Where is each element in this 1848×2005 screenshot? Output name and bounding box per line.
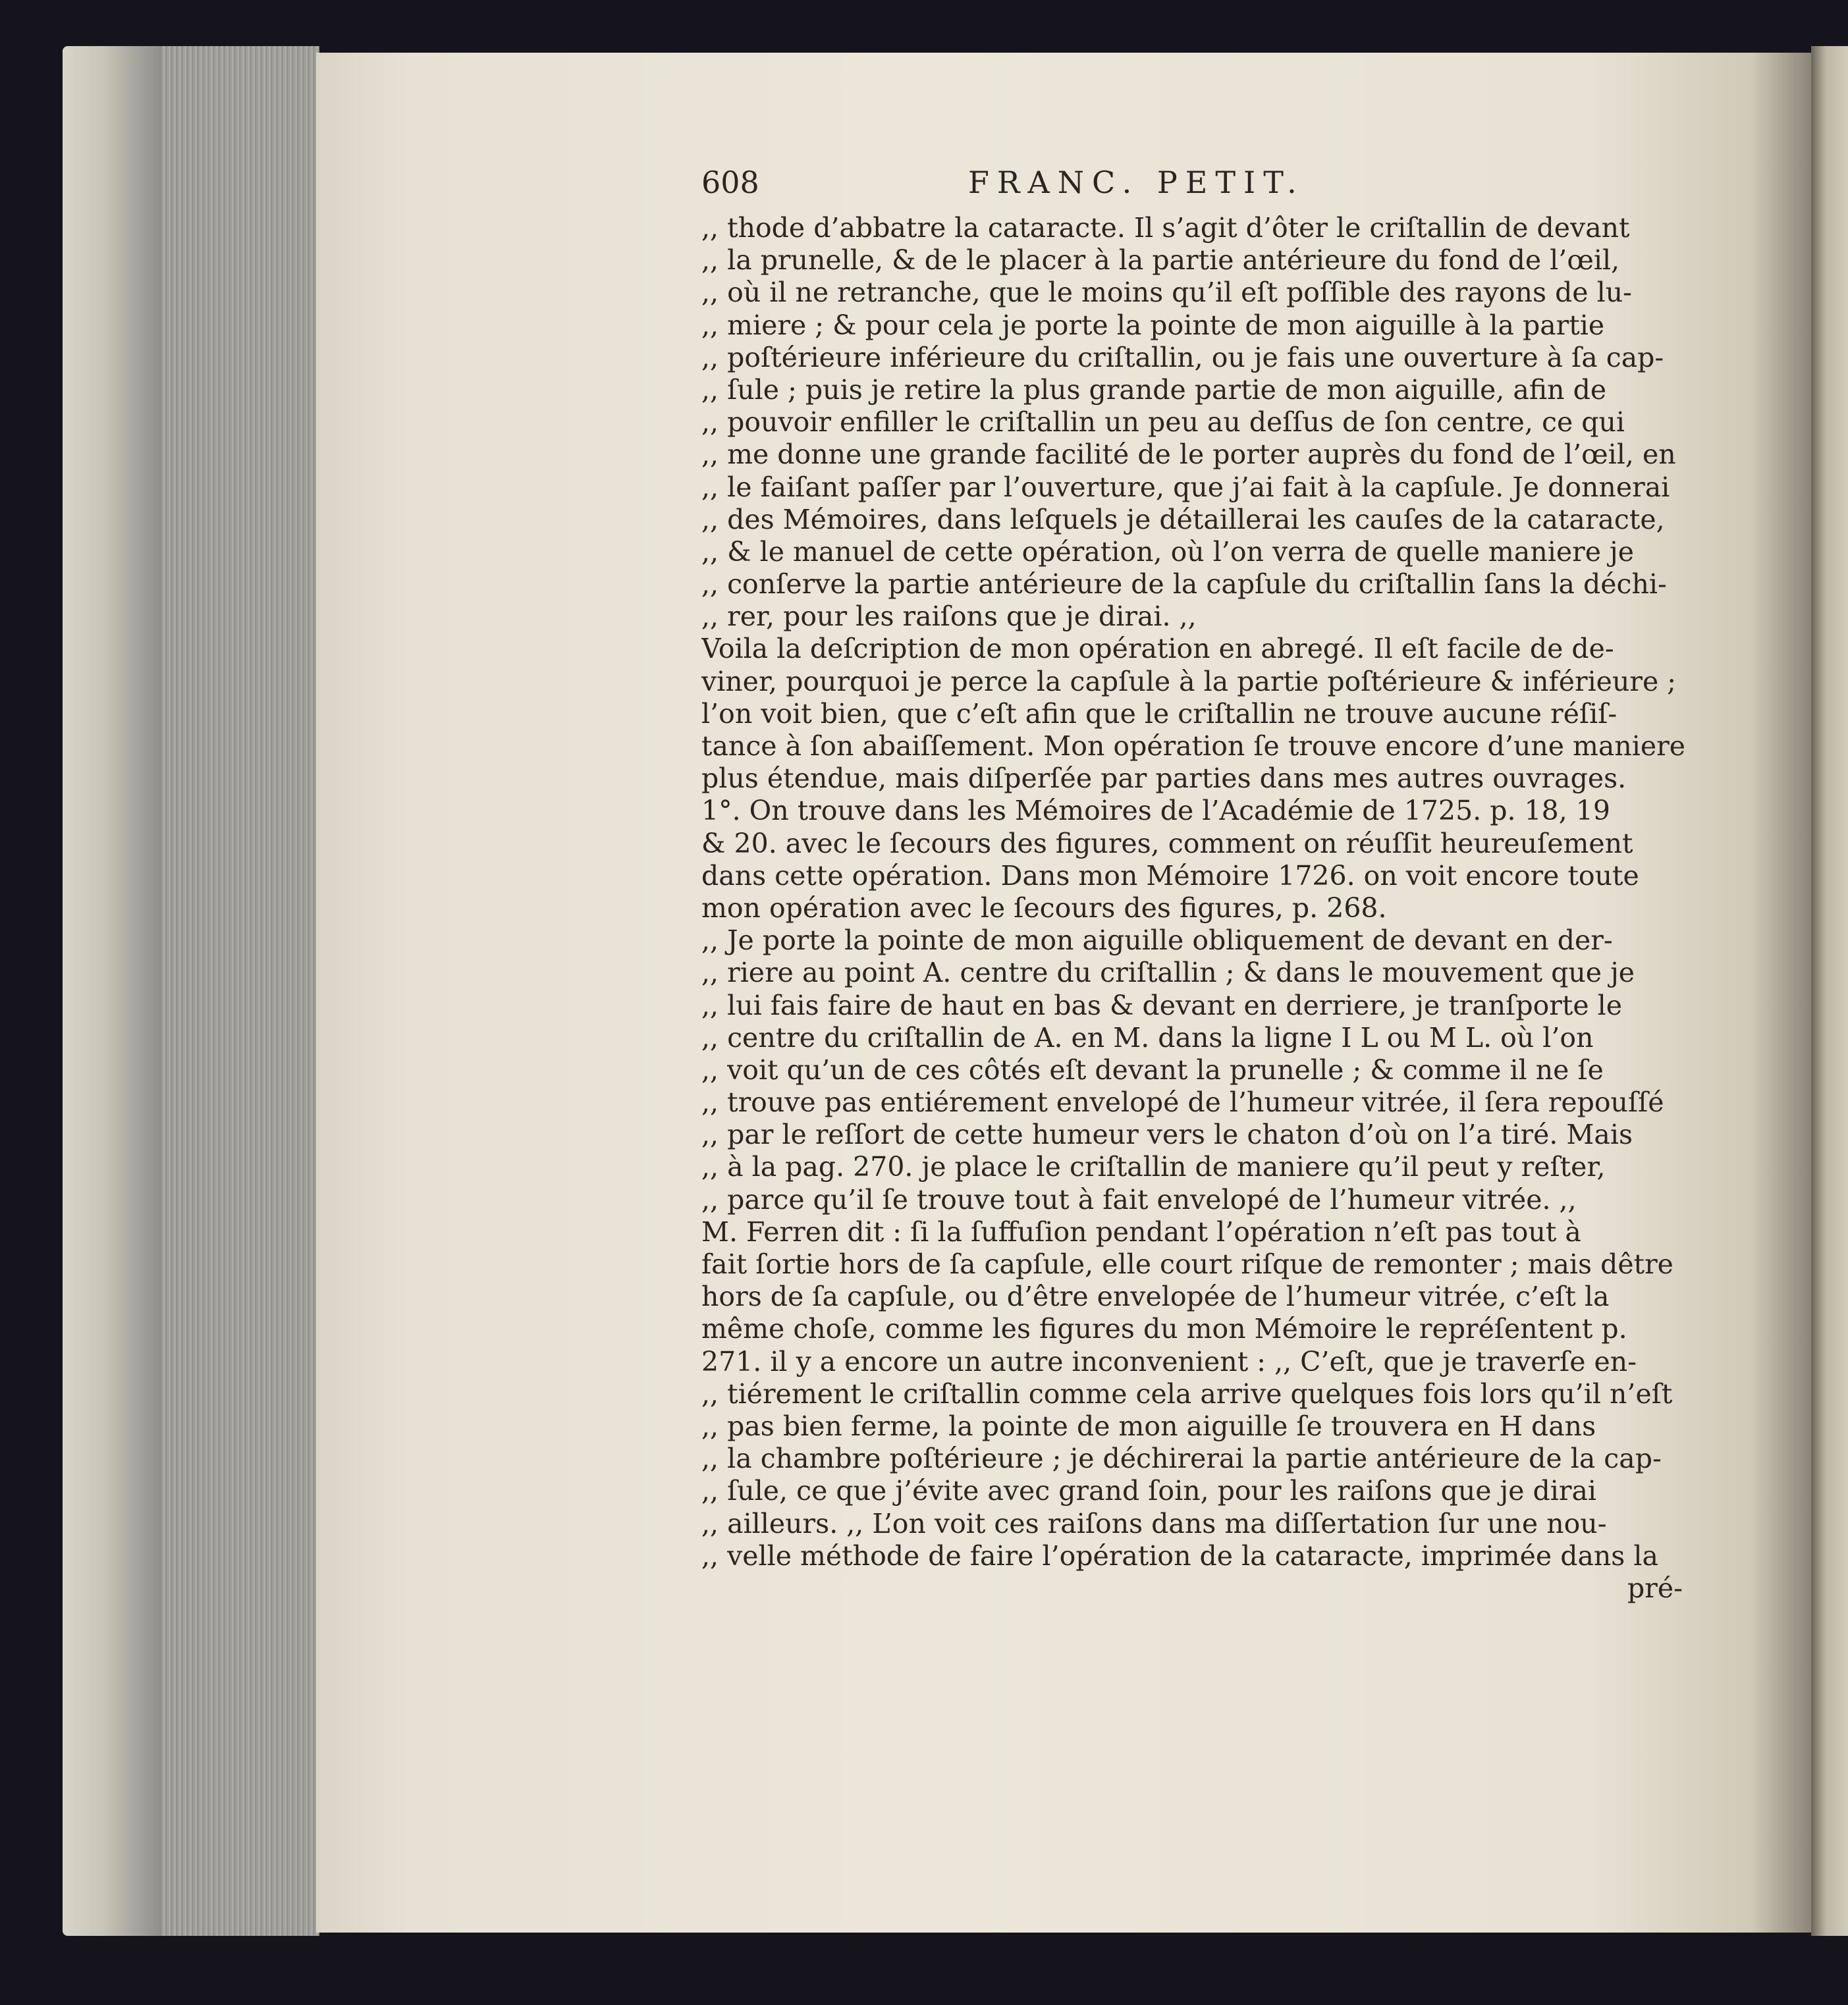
text-line: ,, la prunelle, & de le placer à la partie antérieure du fond de l’œil, [701, 244, 1620, 277]
text-line: ,, la chambre poſtérieure ; je déchirerai la partie antérieure de la cap- [701, 1443, 1662, 1475]
text-block [701, 165, 1689, 1605]
text-line: ,, thode d’abbatre la cataracte. Il s’agit d’ôter le criſtallin de devant [701, 212, 1630, 244]
text-line: ,, ſule ; puis je retire la plus grande partie de mon aiguille, afin de [701, 373, 1607, 406]
text-line: même choſe, comme les figures du mon Mémoire le repréſentent p. [701, 1313, 1627, 1345]
text-line: ,, pas bien ferme, la pointe de mon aiguille ſe trouvera en H dans [701, 1410, 1596, 1442]
text-line: ,, riere au point A. centre du criſtallin ; & dans le mouvement que je [701, 957, 1635, 989]
text-line: ,, où il ne retranche, que le moins qu’il eſt poſſible des rayons de lu- [701, 277, 1632, 309]
text-line: ,, pouvoir enfiller le criſtallin un peu au deſſus de ſon centre, ce qui [701, 406, 1625, 439]
text-line: & 20. avec le ſecours des figures, comment on réuſſit heureuſement [701, 827, 1633, 859]
text-line: ,, velle méthode de faire l’opération de la cataracte, imprimée dans la [701, 1539, 1658, 1572]
text-line: ,, miere ; & pour cela je porte la pointe de mon aiguille à la partie [701, 309, 1605, 341]
text-line: Voila la deſcription de mon opération en abregé. Il eſt facile de de- [701, 633, 1614, 665]
text-line: ,, à la pag. 270. je place le criſtallin de maniere qu’il peut y reſter, [701, 1151, 1606, 1183]
text-line: hors de ſa capſule, ou d’être envelopée de l’humeur vitrée, c’eſt la [701, 1281, 1610, 1313]
page-number: 608 [701, 165, 759, 200]
text-line: ,, tiérement le criſtallin comme cela arrive quelques fois lors qu’il n’eſt [701, 1377, 1673, 1410]
text-line: ,, parce qu’il ſe trouve tout à fait envelopé de l’humeur vitrée. ,, [701, 1183, 1577, 1216]
text-line: ,, des Mémoires, dans leſquels je détaillerai les cauſes de la cataracte, [701, 503, 1665, 535]
text-line: ,, le faiſant paſſer par l’ouverture, que j’ai fait à la capſule. Je donnerai [701, 471, 1670, 503]
text-line: ,, conſerve la partie antérieure de la capſule du criſtallin ſans la déchi- [701, 568, 1667, 601]
text-line: ,, ailleurs. ,, L’on voit ces raiſons dans ma diſſertation ſur une nou- [701, 1507, 1607, 1539]
text-line: viner, pourquoi je perce la capſule à la partie poſtérieure & inférieure ; [701, 665, 1677, 697]
running-head: FRANC. PETIT. [968, 165, 1305, 200]
book-page-edges [63, 46, 319, 1936]
text-line: plus étendue, mais diſperſée par parties dans mes autres ouvrages. [701, 762, 1627, 795]
text-line: ,, ſule, ce que j’évite avec grand ſoin, pour les raiſons que je dirai [701, 1475, 1597, 1507]
text-line: ,, poſtérieure inférieure du criſtallin, ou je fais une ouverture à ſa cap- [701, 341, 1664, 373]
text-line: ,, lui fais faire de haut en bas & devant en derriere, je tranſporte le [701, 989, 1623, 1021]
text-line: 1°. On trouve dans les Mémoires de l’Académie de 1725. p. 18, 19 [701, 795, 1610, 827]
text-line: ,, Je porte la pointe de mon aiguille obliquement de devant en der- [701, 924, 1613, 957]
text-line: ,, trouve pas entiérement envelopé de l’humeur vitrée, il ſera repouſſé [701, 1086, 1664, 1119]
text-line: l’on voit bien, que c’eſt afin que le criſtallin ne trouve aucune réſiſ- [701, 697, 1617, 730]
text-line: ,, par le reſſort de cette humeur vers le chaton d’où on l’a tiré. Mais [701, 1119, 1633, 1151]
text-line: 271. il y a encore un autre inconvenient : ,, C’eſt, que je traverſe en- [701, 1345, 1637, 1377]
text-line: ,, rer, pour les raiſons que je dirai. ,, [701, 601, 1197, 633]
text-line: dans cette opération. Dans mon Mémoire 1726. on voit encore toute [701, 859, 1639, 892]
text-line: ,, voit qu’un de ces côtés eſt devant la prunelle ; & comme il ne ſe [701, 1054, 1604, 1086]
text-line: ,, me donne une grande facilité de le porter auprès du fond de l’œil, en [701, 439, 1676, 471]
page-header [701, 165, 1689, 204]
text-line: ,, & le manuel de cette opération, où l’on verra de quelle maniere je [701, 535, 1635, 568]
facing-page-edge [1811, 46, 1848, 1936]
text-line: fait ſortie hors de ſa capſule, elle court riſque de remonter ; mais dêtre [701, 1248, 1673, 1280]
text-line: mon opération avec le ſecours des figures, p. 268. [701, 892, 1387, 924]
catchword: pré- [1627, 1572, 1683, 1604]
text-line: ,, centre du criſtallin de A. en M. dans la ligne I L ou M L. où l’on [701, 1021, 1594, 1054]
text-line: M. Ferren dit : ſi la ſuffuſion pendant l’opération n’eſt pas tout à [701, 1216, 1581, 1248]
body-text [701, 212, 1689, 1572]
text-line: tance à ſon abaiſſement. Mon opération ſe trouve encore d’une maniere [701, 730, 1686, 762]
